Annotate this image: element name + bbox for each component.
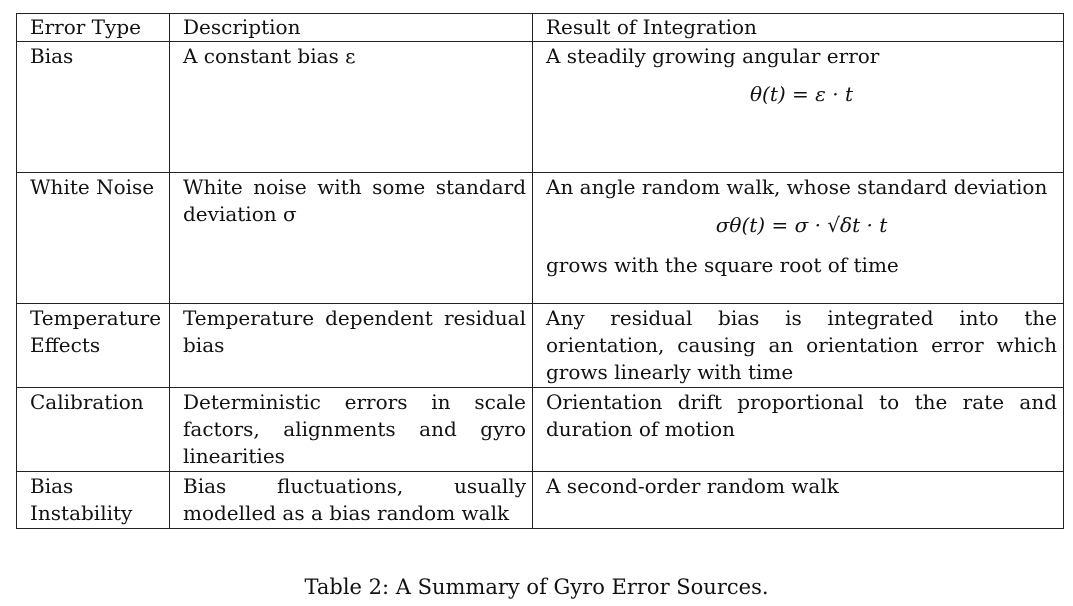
table-row [17,472,1064,529]
table-caption: Table 2: A Summary of Gyro Error Sources. [304,575,769,599]
cell-error-type: Temperature Effects [17,304,170,388]
cell-description: White noise with some standard deviation σ [170,173,533,304]
cell-description: Deterministic errors in scale factors, alignments and gyro linearities [170,388,533,472]
table-row [17,173,1064,304]
cell-error-type: Bias Instability [17,472,170,529]
cell-error-type: Calibration [17,388,170,472]
cell-result: Orientation drift proportional to the rate and duration of motion [533,388,1064,472]
gyro-error-table [16,13,1064,529]
table-row [17,304,1064,388]
result-after-text: grows with the square root of time [546,253,899,277]
result-text: A steadily growing angular error [546,44,880,68]
cell-error-type: Bias [17,42,170,173]
cell-result [533,42,1064,173]
table-row [17,388,1064,472]
cell-result: Any residual bias is integrated into the orientation, causing an orientation error which grows linearly with time [533,304,1064,388]
result-equation: σθ(t) = σ · √δt · t [715,213,888,237]
table-header-row [17,14,1064,42]
result-equation: θ(t) = ε · t [750,82,853,106]
cell-result: A second-order random walk [533,472,1064,529]
table-row [17,42,1064,173]
cell-description: Temperature dependent residual bias [170,304,533,388]
header-description: Description [170,14,533,42]
cell-result [533,173,1064,304]
header-error-type: Error Type [17,14,170,42]
cell-description: A constant bias ε [170,42,533,173]
result-text: An angle random walk, whose standard deviation [546,175,1048,199]
cell-description: Bias fluctuations, usually modelled as a bias random walk [170,472,533,529]
cell-error-type: White Noise [17,173,170,304]
header-result: Result of Integration [533,14,1064,42]
